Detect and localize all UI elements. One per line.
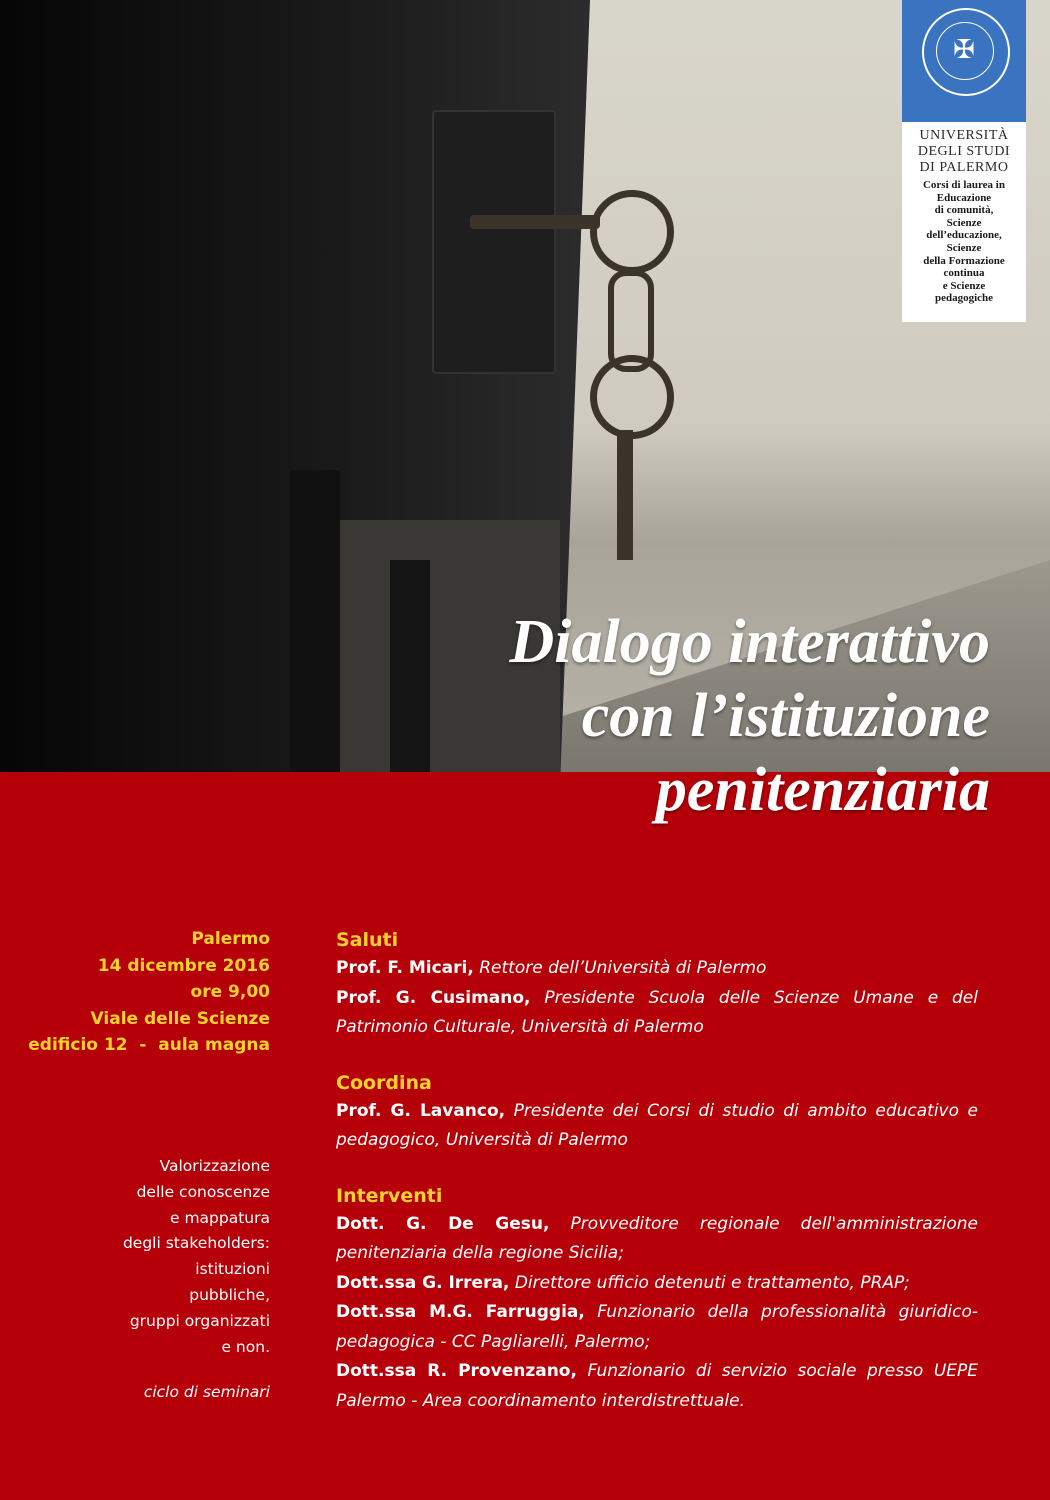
speaker-name: Prof. G. Lavanco, [336,1100,506,1121]
event-venue: edificio 12 - aula magna [28,1035,270,1055]
event-street: Viale delle Scienze [90,1008,270,1029]
speaker-role: Provveditore regionale dell'amministrazione penitenziaria della regione Sicilia; [336,1213,979,1263]
theme-line: e non. [221,1337,270,1356]
section-heading-coordina: Coordina [336,1071,432,1094]
university-logo [902,0,1026,322]
door-bar [390,560,430,772]
speaker-entry [336,1210,978,1269]
speaker-name: Dott.ssa R. Provenzano, [336,1361,577,1381]
event-city: Palermo [191,929,270,949]
courses-line: Corsi di laurea in [922,179,1005,191]
theme-line: istituzioni [195,1260,270,1279]
theme-line: pubbliche, [189,1285,270,1304]
event-date: 14 dicembre 2016 [97,955,270,976]
speaker-entry [336,1269,978,1299]
program [336,926,978,1416]
university-name-line: UNIVERSITÀ [919,128,1009,143]
courses-line: e Scienze [942,279,986,292]
speaker-entry [336,954,978,984]
theme-line: degli stakeholders: [122,1234,270,1253]
courses-line: di comunità, [934,204,994,217]
speaker-name: Dott.ssa G. Irrera, [336,1272,510,1293]
seminar-theme [123,1154,270,1360]
event-details [28,926,270,1059]
theme-line: delle conoscenze [136,1182,270,1201]
courses-line: Scienze [946,216,982,229]
courses-line: Educazione [936,191,992,204]
title-line: Dialogo interattivo [509,608,990,676]
courses-line: continua [943,267,985,280]
courses-line: pedagogiche [934,292,994,305]
speaker-role: Presidente Scuola delle Scienze Umane e del Patrimonio Culturale, Università di Palermo [336,987,978,1037]
speaker-name: Dott.ssa M.G. Farruggia, [336,1302,585,1322]
theme-line: e mappatura [169,1208,270,1227]
speaker-role: Rettore dell’Università di Palermo [479,958,767,978]
speaker-entry [336,984,978,1043]
speaker-name: Prof. G. Cusimano, [336,987,531,1008]
title-line: penitenziaria [655,756,990,824]
speaker-entry [336,1298,978,1357]
degree-courses [902,179,1026,305]
speaker-role: Direttore ufficio detenuti e trattamento, PRAP; [514,1272,910,1293]
speaker-name: Dott. G. De Gesu, [336,1213,550,1234]
courses-line: della Formazione [923,254,1005,267]
university-name [902,128,1026,176]
title-line: con l’istituzione [581,682,990,750]
speaker-role: Funzionario della professionalità giuridico-pedagogica - CC Pagliarelli, Palermo; [336,1302,978,1352]
section-heading-interventi: Interventi [336,1184,443,1207]
key-shaft [470,215,600,229]
speaker-entry [336,1357,978,1416]
speaker-name: Prof. F. Micari, [336,958,474,978]
key-ring [590,355,674,439]
speaker-role: Funzionario di servizio sociale presso UEPE Palermo - Area coordinamento interdistrettuale. [336,1361,978,1411]
university-seal [902,0,1026,122]
university-name-line: DI PALERMO [919,160,1009,175]
key-ring [590,190,674,274]
theme-line: Valorizzazione [159,1157,270,1175]
key-shaft [617,430,633,560]
speaker-entry [336,1097,978,1156]
section-heading-saluti: Saluti [336,929,399,951]
lock-plate [432,110,556,374]
theme-line: gruppi organizzati [129,1311,270,1330]
poster-title [510,605,991,827]
speaker-role: Presidente dei Corsi di studio di ambito educativo e pedagogico, Università di Palermo [336,1100,979,1150]
seminar-cycle-label: ciclo di seminari [143,1383,270,1401]
event-time: ore 9,00 [190,982,270,1002]
eagle-icon: ✠ [953,35,975,65]
courses-line: Scienze [946,241,982,254]
university-name-line: DEGLI STUDI [917,144,1011,159]
courses-line: dell’educazione, [926,229,1002,242]
door-bar [290,470,340,772]
